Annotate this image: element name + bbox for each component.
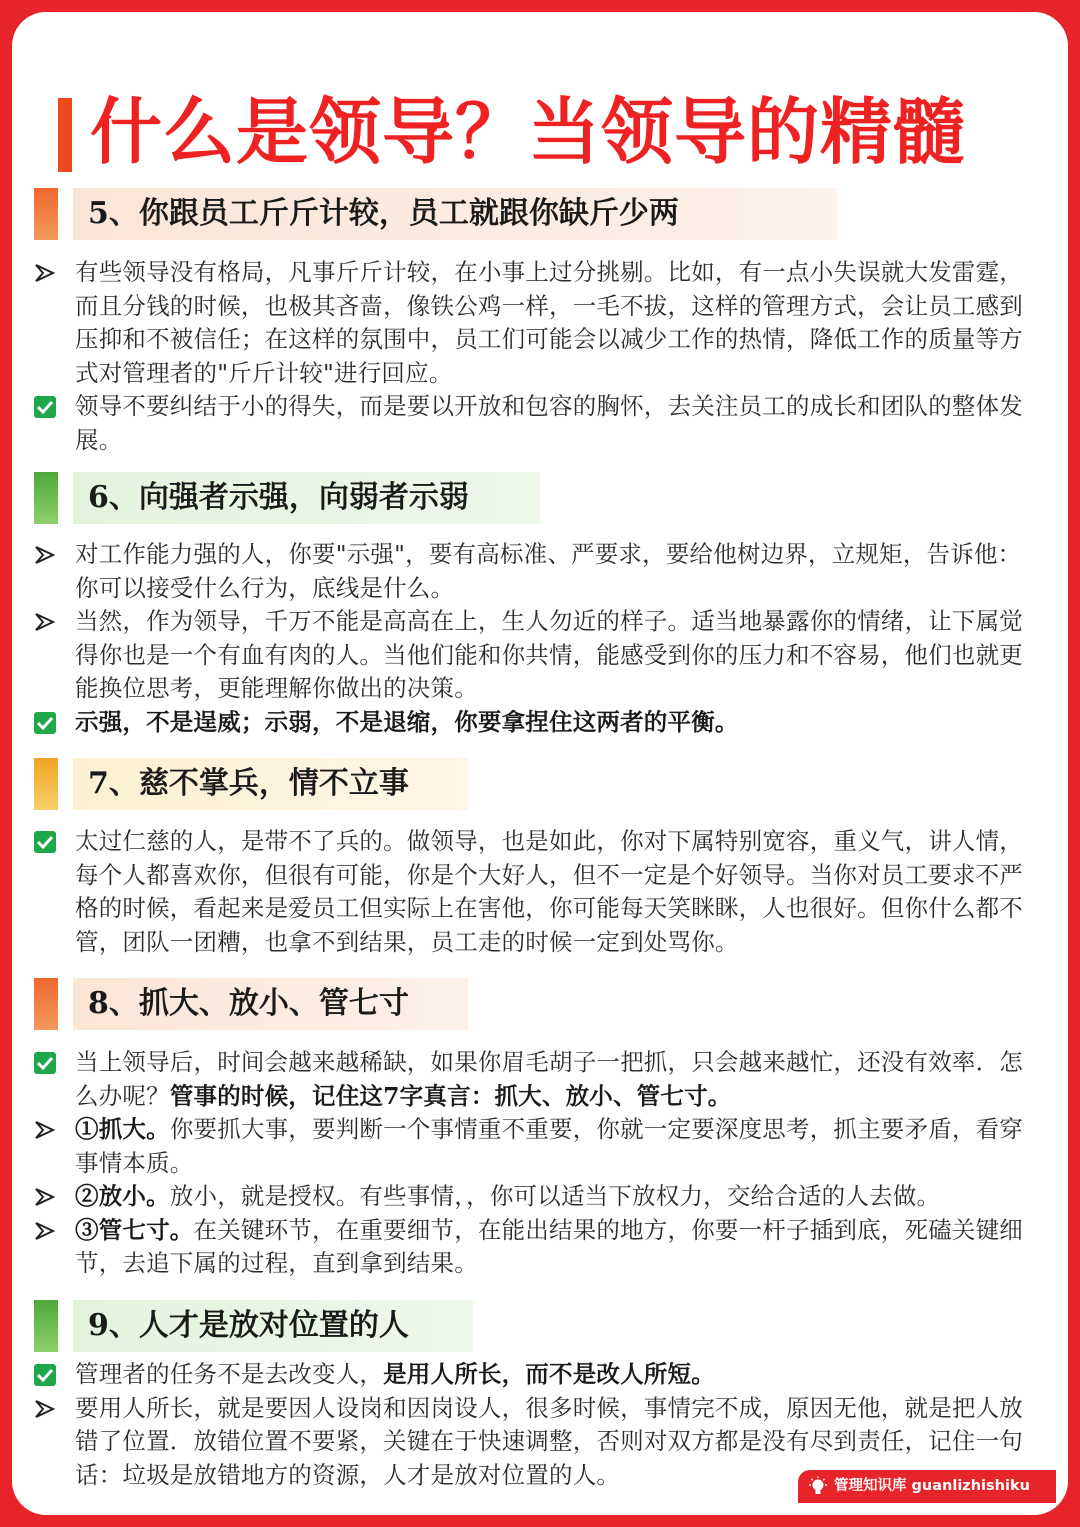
section-marker bbox=[34, 188, 58, 240]
section-9 bbox=[12, 1300, 1068, 1492]
item-text: 管理者的任务不是去改变人， bbox=[75, 1360, 384, 1388]
content-card bbox=[12, 12, 1068, 1515]
section-list bbox=[12, 1046, 1068, 1281]
page-title: 什么是领导？当领导的精髓 bbox=[90, 90, 967, 174]
check-icon bbox=[34, 396, 56, 418]
check-icon bbox=[34, 831, 56, 853]
check-icon bbox=[34, 1364, 56, 1386]
item-text: 领导不要纠结于小的得失，而是要以开放和包容的胸怀，去关注员工的成长和团队的整体发展。 bbox=[75, 392, 1023, 454]
arrow-icon bbox=[34, 1221, 56, 1241]
section-marker bbox=[34, 472, 58, 524]
list-item bbox=[12, 1046, 1030, 1113]
check-icon bbox=[34, 1052, 56, 1074]
arrow-icon bbox=[34, 545, 56, 565]
item-bold-text: ②放小。 bbox=[75, 1182, 170, 1210]
item-text: 要用人所长，就是要因人设岗和因岗设人，很多时候，事情完不成，原因无他，就是把人放错了位置．放错位置不要紧，关键在于快速调整，否则对双方都是没有尽到责任，记住一句话：垃圾是放错地方的资源，人才是放对位置的人。 bbox=[75, 1393, 1023, 1489]
section-title: 8、抓大、放小、管七寸 bbox=[88, 986, 409, 1021]
list-item bbox=[12, 1214, 1030, 1281]
list-item bbox=[12, 256, 1030, 390]
section-list bbox=[12, 538, 1068, 739]
section-heading-bar bbox=[12, 188, 1068, 240]
section-heading-bar bbox=[12, 1300, 1068, 1352]
section-title: 5、你跟员工斤斤计较，员工就跟你缺斤少两 bbox=[88, 196, 679, 231]
section-5 bbox=[12, 188, 1068, 457]
arrow-icon bbox=[34, 612, 56, 632]
section-title: 9、人才是放对位置的人 bbox=[88, 1308, 409, 1343]
item-bold-text: ①抓大。 bbox=[75, 1115, 170, 1143]
list-item bbox=[12, 1358, 1030, 1392]
list-item bbox=[12, 605, 1030, 706]
section-marker bbox=[34, 758, 58, 810]
list-item bbox=[12, 825, 1030, 959]
item-text: 对工作能力强的人，你要"示强"，要有高标准、严要求，要给他树边界，立规矩，告诉他：你可以接受什么行为，底线是什么。 bbox=[75, 540, 1022, 602]
item-text: 在关键环节，在重要细节，在能出结果的地方，你要一杆子插到底，死磕关键细节，去追下属的过程，直到拿到结果。 bbox=[75, 1215, 1023, 1277]
section-marker bbox=[34, 978, 58, 1030]
item-bold-text: 示强，不是逞威；示弱，不是退缩，你要拿捏住这两者的平衡。 bbox=[75, 707, 739, 736]
section-heading-bar bbox=[12, 472, 1068, 524]
arrow-icon bbox=[34, 1120, 56, 1140]
footer-watermark bbox=[798, 1470, 1056, 1503]
section-heading-bar bbox=[12, 978, 1068, 1030]
section-marker bbox=[34, 1300, 58, 1352]
list-item bbox=[12, 538, 1030, 605]
section-heading-bar bbox=[12, 758, 1068, 810]
section-7 bbox=[12, 758, 1068, 959]
section-title: 7、慈不掌兵，情不立事 bbox=[88, 766, 409, 801]
footer-text: 管理知识库 guanlizhishiku bbox=[834, 1478, 1030, 1494]
item-text: 太过仁慈的人，是带不了兵的。做领导，也是如此，你对下属特别宽容，重义气，讲人情，每个人都喜欢你，但很有可能，你是个大好人，但不一定是个好领导。当你对员工要求不严格的时候，看起来是爱员工但实际上在害他，你可能每天笑眯眯，人也很好。但你什么都不管，团队一团糟，也拿不到结果，员工走的时候一定到处骂你。 bbox=[75, 827, 1023, 956]
section-list bbox=[12, 825, 1068, 959]
arrow-icon bbox=[34, 1187, 56, 1207]
section-8 bbox=[12, 978, 1068, 1281]
section-title: 6、向强者示强，向弱者示弱 bbox=[88, 480, 469, 515]
list-item bbox=[12, 390, 1030, 457]
item-bold-text: ③管七寸。 bbox=[75, 1215, 194, 1244]
arrow-icon bbox=[34, 263, 56, 283]
item-text: 有些领导没有格局，凡事斤斤计较，在小事上过分挑剔。比如，有一点小失误就大发雷霆，而且分钱的时候，也极其吝啬，像铁公鸡一样，一毛不拔，这样的管理方式，会让员工感到压抑和不被信任；在这样的氛围中，员工们可能会以减少工作的热情，降低工作的质量等方式对管理者的"斤斤计较"进行回应。 bbox=[75, 258, 1023, 387]
list-item bbox=[12, 1113, 1030, 1180]
item-bold-text: 管事的时候，记住这7字真言：抓大、放小、管七寸。 bbox=[169, 1081, 732, 1110]
section-list bbox=[12, 256, 1068, 457]
item-text: 当然，作为领导，千万不能是高高在上，生人勿近的样子。适当地暴露你的情绪，让下属觉得你也是一个有血有肉的人。当他们能和你共情，能感受到你的压力和不容易，他们也就更能换位思考，更能理解你做出的决策。 bbox=[75, 607, 1023, 702]
lightbulb-icon bbox=[808, 1476, 828, 1498]
item-text: 你要抓大事，要判断一个事情重不重要，你就一定要深度思考，抓主要矛盾，看穿事情本质。 bbox=[75, 1115, 1024, 1177]
check-icon bbox=[34, 712, 56, 734]
section-6 bbox=[12, 472, 1068, 739]
list-item bbox=[12, 706, 1030, 740]
item-text: 放小，就是授权。有些事情，，你可以适当下放权力，交给合适的人去做。 bbox=[169, 1182, 941, 1210]
list-item bbox=[12, 1180, 1030, 1214]
title-accent-bar bbox=[58, 98, 72, 172]
item-text: 当上领导后，时间会越来越稀缺，如果你眉毛胡子一把抓，只会越来越忙，还没有效率．怎么办呢？ bbox=[75, 1048, 1023, 1110]
item-bold-text: 是用人所长，而不是改人所短。 bbox=[383, 1360, 715, 1388]
arrow-icon bbox=[34, 1399, 56, 1419]
